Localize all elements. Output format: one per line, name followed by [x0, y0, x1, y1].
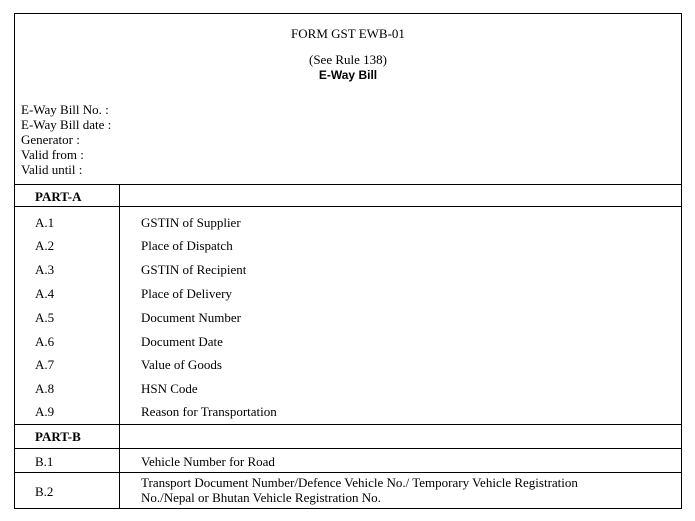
info-valid-until: Valid until : [21, 162, 83, 177]
part-b-label: PART-B [35, 429, 81, 444]
info-valid-from: Valid from : [21, 147, 84, 162]
eway-bill-form [14, 13, 682, 509]
form-title: FORM GST EWB-01 [291, 26, 405, 41]
column-divider [119, 184, 120, 509]
row-a5-code: A.5 [35, 310, 55, 325]
row-a2-desc: Place of Dispatch [141, 238, 233, 253]
bill-info [21, 102, 111, 177]
row-b1-code: B.1 [35, 454, 54, 469]
row-a3-desc: GSTIN of Recipient [141, 262, 247, 277]
row-a1-code: A.1 [35, 215, 55, 230]
row-a8-code: A.8 [35, 381, 55, 396]
row-a8-desc: HSN Code [141, 381, 198, 396]
row-b2-code: B.2 [35, 484, 54, 499]
info-generator: Generator : [21, 132, 80, 147]
row-a6-code: A.6 [35, 334, 55, 349]
row-a9-desc: Reason for Transportation [141, 404, 277, 419]
form-subtitle: E-Way Bill [318, 68, 378, 82]
row-a1-desc: GSTIN of Supplier [141, 215, 241, 230]
row-a3-code: A.3 [35, 262, 55, 277]
part-a-label: PART-A [35, 189, 82, 204]
row-b2-desc-line2: No./Nepal or Bhutan Vehicle Registration No. [141, 490, 381, 505]
table-top-rule [15, 184, 681, 185]
row-a6-desc: Document Date [141, 334, 223, 349]
part-a-header-rule [15, 206, 681, 207]
row-a7-code: A.7 [35, 357, 55, 372]
row-a7-desc: Value of Goods [141, 357, 222, 372]
row-a5-desc: Document Number [141, 310, 242, 325]
row-b1-desc: Vehicle Number for Road [141, 454, 275, 469]
part-b-header-rule [15, 448, 681, 449]
row-a2-code: A.2 [35, 238, 55, 253]
row-b1-rule [15, 472, 681, 473]
row-a4-desc: Place of Delivery [141, 286, 232, 301]
info-bill-date: E-Way Bill date : [21, 117, 112, 132]
form-rule: (See Rule 138) [309, 52, 387, 67]
row-a9-code: A.9 [35, 404, 55, 419]
row-b2-desc-line1: Transport Document Number/Defence Vehicle No./ Temporary Vehicle Registration [141, 475, 578, 490]
row-a4-code: A.4 [35, 286, 55, 301]
part-b-top-rule [15, 424, 681, 425]
info-bill-no: E-Way Bill No. : [21, 102, 109, 117]
